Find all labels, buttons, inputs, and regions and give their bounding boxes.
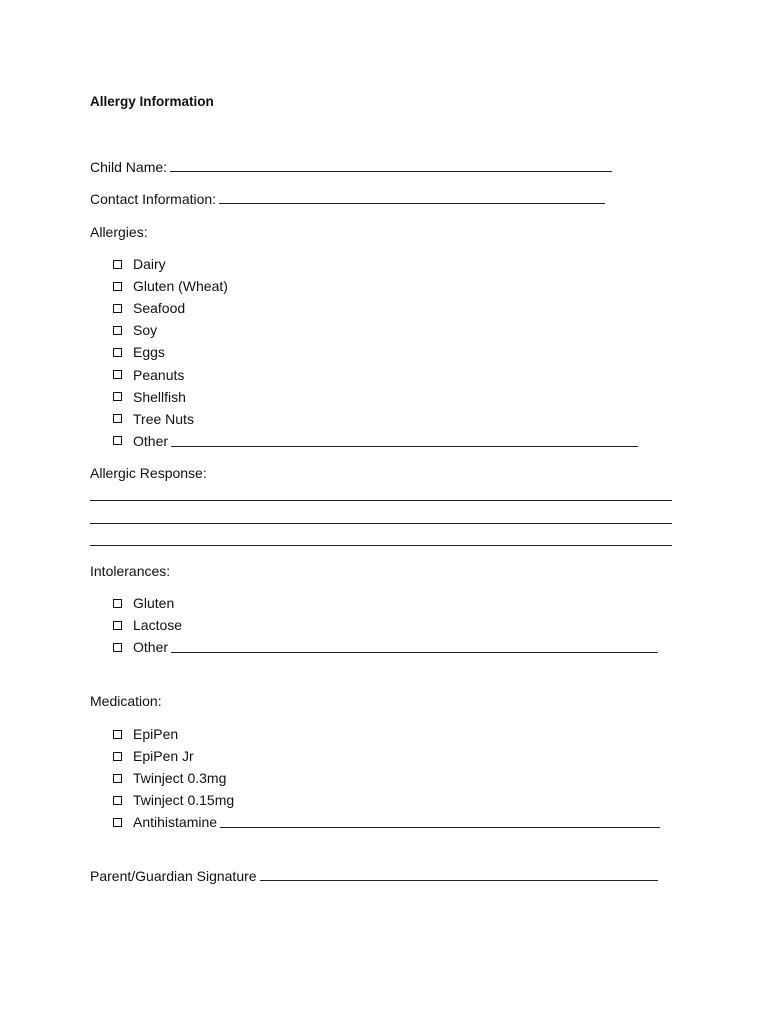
checkbox[interactable] [113,818,122,827]
medication-option[interactable]: EpiPen [113,723,660,745]
allergic-response-line-1[interactable] [90,500,672,501]
checkbox[interactable] [113,796,122,805]
allergy-other-field[interactable] [171,435,638,447]
checkbox[interactable] [113,621,122,630]
intolerance-other-field[interactable] [171,641,658,653]
contact-row [90,191,605,207]
medication-option-antihistamine[interactable]: Antihistamine [113,811,660,833]
signature-label: Parent/Guardian Signature [90,868,257,884]
checkbox[interactable] [113,260,122,269]
intolerance-option[interactable]: Lactose [113,614,658,636]
checkbox[interactable] [113,348,122,357]
contact-label: Contact Information: [90,191,217,207]
child-name-field[interactable] [170,160,612,172]
medication-option[interactable]: EpiPen Jr [113,745,660,767]
checkbox[interactable] [113,304,122,313]
contact-field[interactable] [219,192,605,204]
checkbox[interactable] [113,392,122,401]
medication-option[interactable]: Twinject 0.15mg [113,789,660,811]
medication-checklist [113,723,660,833]
allergy-option[interactable]: Shellfish [113,386,638,408]
allergy-option-other[interactable]: Other [113,430,638,452]
intolerance-option[interactable]: Gluten [113,592,658,614]
checkbox[interactable] [113,282,122,291]
child-name-label: Child Name: [90,159,168,175]
intolerances-checklist [113,592,658,658]
allergy-option[interactable]: Soy [113,319,638,341]
allergies-checklist [113,253,638,452]
allergy-option[interactable]: Dairy [113,253,638,275]
checkbox[interactable] [113,752,122,761]
checkbox[interactable] [113,326,122,335]
allergy-option[interactable]: Peanuts [113,363,638,385]
allergic-response-label: Allergic Response: [90,465,207,481]
checkbox[interactable] [113,730,122,739]
checkbox[interactable] [113,774,122,783]
checkbox[interactable] [113,414,122,423]
form-title: Allergy Information [90,94,214,109]
allergies-label: Allergies: [90,224,148,240]
allergic-response-line-3[interactable] [90,545,672,546]
checkbox[interactable] [113,436,122,445]
intolerances-label: Intolerances: [90,563,171,579]
child-name-row [90,159,612,175]
allergy-option[interactable]: Eggs [113,341,638,363]
medication-option[interactable]: Twinject 0.3mg [113,767,660,789]
checkbox[interactable] [113,599,122,608]
signature-field[interactable] [260,869,658,881]
medication-label: Medication: [90,693,162,709]
allergy-option[interactable]: Seafood [113,297,638,319]
intolerance-option-other[interactable]: Other [113,636,658,658]
antihistamine-field[interactable] [220,816,660,828]
checkbox[interactable] [113,643,122,652]
allergic-response-line-2[interactable] [90,523,672,524]
allergy-option[interactable]: Gluten (Wheat) [113,275,638,297]
signature-row [90,868,658,884]
allergy-option[interactable]: Tree Nuts [113,408,638,430]
checkbox[interactable] [113,370,122,379]
